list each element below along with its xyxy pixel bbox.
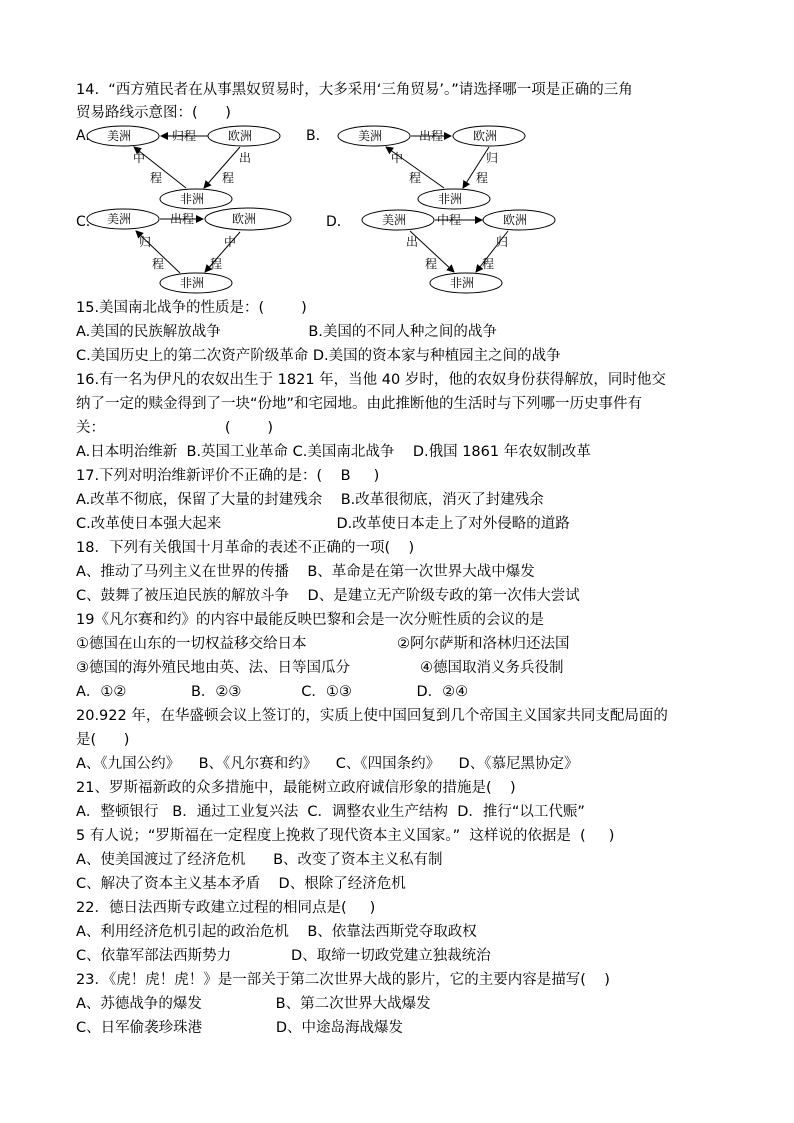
america-label: 美洲 (358, 129, 383, 143)
route-char: 程 (150, 171, 163, 185)
route-char: 程 (409, 171, 422, 185)
route-char: 中 (224, 235, 237, 249)
q16-stem-line1: 16.有一名为伊凡的农奴出生于 1821 年，当他 40 岁时，他的农奴身份获得解放，同时他交 (76, 372, 666, 388)
q21-stem: 21、罗斯福新政的众多措施中，最能树立政府诚信形象的措施是( ) (76, 780, 516, 796)
q5-options-1: A、使美国渡过了经济危机 B、改变了资本主义私有制 (76, 852, 443, 868)
q14-option-a-label: A. (76, 128, 90, 144)
q19-item-4: ④德国取消义务兵役制 (420, 660, 564, 676)
europe-label: 欧洲 (232, 212, 257, 226)
q22-stem: 22．德日法西斯专政建立过程的相同点是( ) (76, 900, 376, 916)
route-label: 出程 (170, 212, 195, 226)
q14-option-b-label: B． (306, 128, 330, 144)
route-char: 归 (486, 151, 499, 165)
europe-label: 欧洲 (473, 129, 498, 143)
q14-stem-line2: 贸易路线示意图：( ) (76, 105, 231, 121)
diagram-b (338, 126, 525, 209)
africa-label: 非洲 (450, 276, 475, 290)
route-char: 程 (482, 257, 495, 271)
q16-stem-line3: 关： ( ) (76, 420, 274, 436)
q15-options-1: A.美国的民族解放战争 B.美国的不同人种之间的战争 (76, 324, 497, 340)
q19-item-3: ③德国的海外殖民地由英、法、日等国瓜分 (76, 660, 350, 676)
q20-stem-line2: 是( ) (76, 732, 130, 748)
diagram-c (87, 208, 291, 293)
route-char: 中 (133, 151, 146, 165)
q23-options-2: C、日军偷袭珍珠港 D、中途岛海战爆发 (76, 1020, 404, 1036)
q19-item-1: ①德国在山东的一切权益移交给日本 (76, 636, 307, 652)
europe-label: 欧洲 (503, 213, 528, 227)
q16-stem-line2: 纳了一定的赎金得到了一块“份地”和宅园地。由此推断他的生活时与下列哪一历史事件有 (76, 396, 643, 412)
q19-item-2: ②阿尔萨斯和洛林归还法国 (397, 636, 570, 652)
q19-stem: 19《凡尔赛和约》的内容中最能反映巴黎和会是一次分赃性质的会议的是 (76, 612, 544, 628)
europe-label: 欧洲 (228, 129, 253, 143)
q15-stem: 15.美国南北战争的性质是：( ) (76, 300, 307, 316)
q20-stem-line1: 20.922 年，在华盛顿会议上签订的，实质上使中国回复到几个帝国主义国家共同支配局面的 (76, 708, 668, 724)
america-label: 美洲 (382, 213, 407, 227)
q16-options: A.日本明治维新 B.英国工业革命 C.美国南北战争 D.俄国 1861 年农奴制改革 (76, 444, 591, 460)
q23-options-1: A、苏德战争的爆发 B、第二次世界大战爆发 (76, 996, 431, 1012)
q5-stem: 5 有人说；“罗斯福在一定程度上挽救了现代资本主义国家。” 这样说的依据是 ( ) (76, 828, 615, 844)
q23-stem: 23．《虎！虎！虎！》是一部关于第二次世界大战的影片，它的主要内容是描写( ) (76, 972, 610, 988)
route-char: 程 (152, 257, 165, 271)
q22-options-1: A、利用经济危机引起的政治危机 B、依靠法西斯党夺取政权 (76, 924, 477, 940)
africa-label: 非洲 (180, 192, 205, 206)
q20-options: A、《九国公约》 B、《凡尔赛和约》 C、《四国条约》 D、《慕尼黑协定》 (76, 756, 579, 772)
q17-options-1: A.改革不彻底，保留了大量的封建残余 B.改革很彻底，消灭了封建残余 (76, 492, 544, 508)
q14-option-d-label: D． (326, 214, 351, 230)
q18-options-2: C、鼓舞了被压迫民族的解放斗争 D、是建立无产阶级专政的第一次伟大尝试 (76, 588, 580, 604)
route-char: 程 (222, 171, 235, 185)
route-char: 归 (139, 235, 152, 249)
q17-options-2: C.改革使日本强大起来 D.改革使日本走上了对外侵略的道路 (76, 516, 570, 532)
route-char: 中 (391, 151, 404, 165)
route-label: 出程 (419, 129, 444, 143)
route-char: 程 (476, 171, 489, 185)
q14-stem-line1: 14. “西方殖民者在从事黑奴贸易时，大多采用‘三角贸易’。”请选择哪一项是正确的三角 (76, 82, 633, 98)
route-char: 归 (496, 235, 509, 249)
africa-label: 非洲 (180, 276, 205, 290)
route-label: 归程 (172, 129, 197, 143)
route-label: 中程 (437, 213, 462, 227)
africa-label: 非洲 (438, 192, 463, 206)
route-char: 出 (239, 151, 252, 165)
q18-stem: 18．下列有关俄国十月革命的表述不正确的一项( ) (76, 540, 415, 556)
q21-options: A．整顿银行 B．通过工业复兴法 C．调整农业生产结构 D．推行“以工代赈” (76, 804, 585, 820)
q19-options: A．①② B．②③ C．①③ D．②④ (76, 684, 469, 700)
q15-options-2: C.美国历史上的第二次资产阶级革命 D.美国的资本家与种植园主之间的战争 (76, 348, 561, 364)
route-char: 出 (406, 235, 419, 249)
q14-option-c-label: C. (76, 214, 91, 230)
america-label: 美洲 (107, 212, 132, 226)
route-char: 程 (210, 257, 223, 271)
q5-options-2: C、解决了资本主义基本矛盾 D、根除了经济危机 (76, 876, 406, 892)
diagram-d (362, 210, 555, 293)
america-label: 美洲 (107, 129, 132, 143)
q18-options-1: A、推动了马列主义在世界的传播 B、革命是在第一次世界大战中爆发 (76, 564, 535, 580)
q22-options-2: C、依靠军部法西斯势力 D、取缔一切政党建立独裁统治 (76, 948, 491, 964)
q17-stem: 17.下列对明治维新评价不正确的是：( B ) (76, 468, 380, 484)
diagram-a (87, 126, 280, 209)
route-char: 程 (425, 257, 438, 271)
